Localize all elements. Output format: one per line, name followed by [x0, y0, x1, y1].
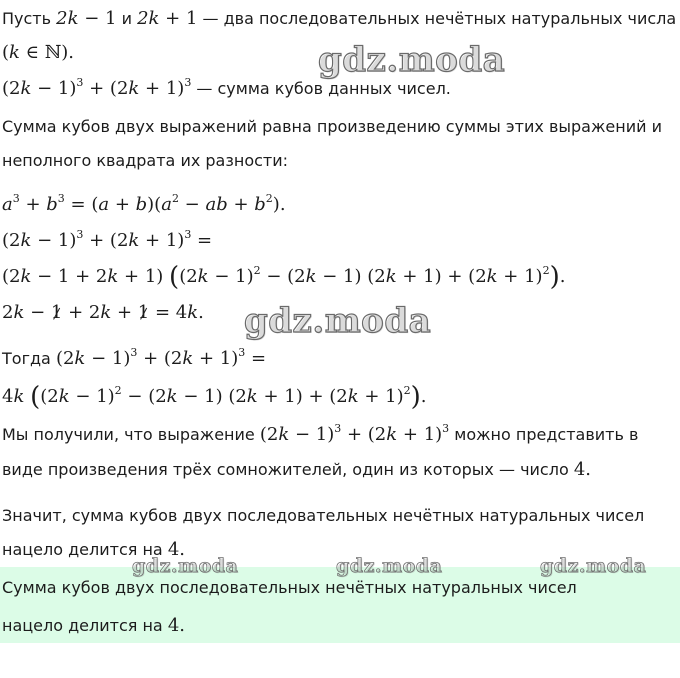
math-variable: k — [9, 42, 20, 63]
math-set: ∈ ℕ — [19, 42, 62, 63]
watermark-logo: gdz.moda — [132, 555, 239, 577]
math-number: 4. — [573, 459, 592, 480]
solution-line-4: Сумма кубов двух выражений равна произведению суммы этих выражений и — [2, 117, 662, 136]
math-number: 4. — [167, 615, 186, 636]
text-segment: — сумма кубов данных чисел. — [191, 79, 451, 98]
watermark-logo: gdz.moda — [244, 301, 432, 341]
watermark-logo: gdz.moda — [336, 555, 443, 577]
text-segment: нацело делится на — [2, 616, 163, 635]
text-segment: виде произведения трёх сомножителей, один из которых — число — [2, 460, 569, 479]
then-line: Тогда $(2k - 1)^3 + (2k + 1)^3$ = — [2, 346, 267, 369]
formula-line-4: 2k − 1 + 2k + 1 = 4k. — [2, 302, 204, 323]
text-segment: Тогда — [2, 349, 51, 368]
watermark-logo: gdz.moda — [540, 555, 647, 577]
answer-line-2 — [2, 615, 185, 637]
solution-line-2: (k ∈ ℕ). — [2, 42, 74, 63]
watermark-logo: gdz.moda — [318, 40, 506, 80]
formula-line-3: (2k − 1 + 2k + 1) ($(2k - 1)^2 - (2k - 1)$ $(2k + 1) + (2k + 1)^2$). — [2, 262, 566, 292]
formula-sum-of-cubes: $a^3 + b^3 = (a + b)(a^2$ − ab + $b^2$). — [2, 192, 286, 215]
text-segment: Пусть — [2, 9, 57, 28]
text-segment: нацело делится на — [2, 540, 163, 559]
conclusion-line-1: Мы получили, что выражение $(2k - 1)^3 + (2k + 1)^3$ можно представить в — [2, 422, 639, 445]
text-segment: можно представить в — [454, 425, 639, 444]
formula-line-2: $(2k - 1)^3 + (2k + 1)^3$ = — [2, 228, 213, 251]
solution-line-5: неполного квадрата их разности: — [2, 151, 289, 170]
solution-line-3: $(2k - 1)^3 + (2k + 1)^3$ — сумма кубов данных чисел. — [2, 76, 451, 99]
summary-line-1: Значит, сумма кубов двух последовательных нечётных натуральных чисел — [2, 506, 645, 525]
solution-line-1: Пусть 2k − 1 и 2k + 1 — два последовательных нечётных натуральных числа — [2, 8, 677, 29]
math-number: 4. — [167, 539, 186, 560]
answer-line-1: Сумма кубов двух последовательных нечётных натуральных чисел — [2, 578, 577, 597]
text-segment: Мы получили, что выражение — [2, 425, 255, 444]
formula-line-result: 4k ($(2k - 1)^2 - (2k - 1)$ $(2k + 1) + (2k + 1)^2$). — [2, 382, 427, 412]
conclusion-line-2 — [2, 459, 591, 481]
text-segment: — два последовательных нечётных натуральных числа — [197, 9, 677, 28]
text-segment: и — [116, 9, 138, 28]
